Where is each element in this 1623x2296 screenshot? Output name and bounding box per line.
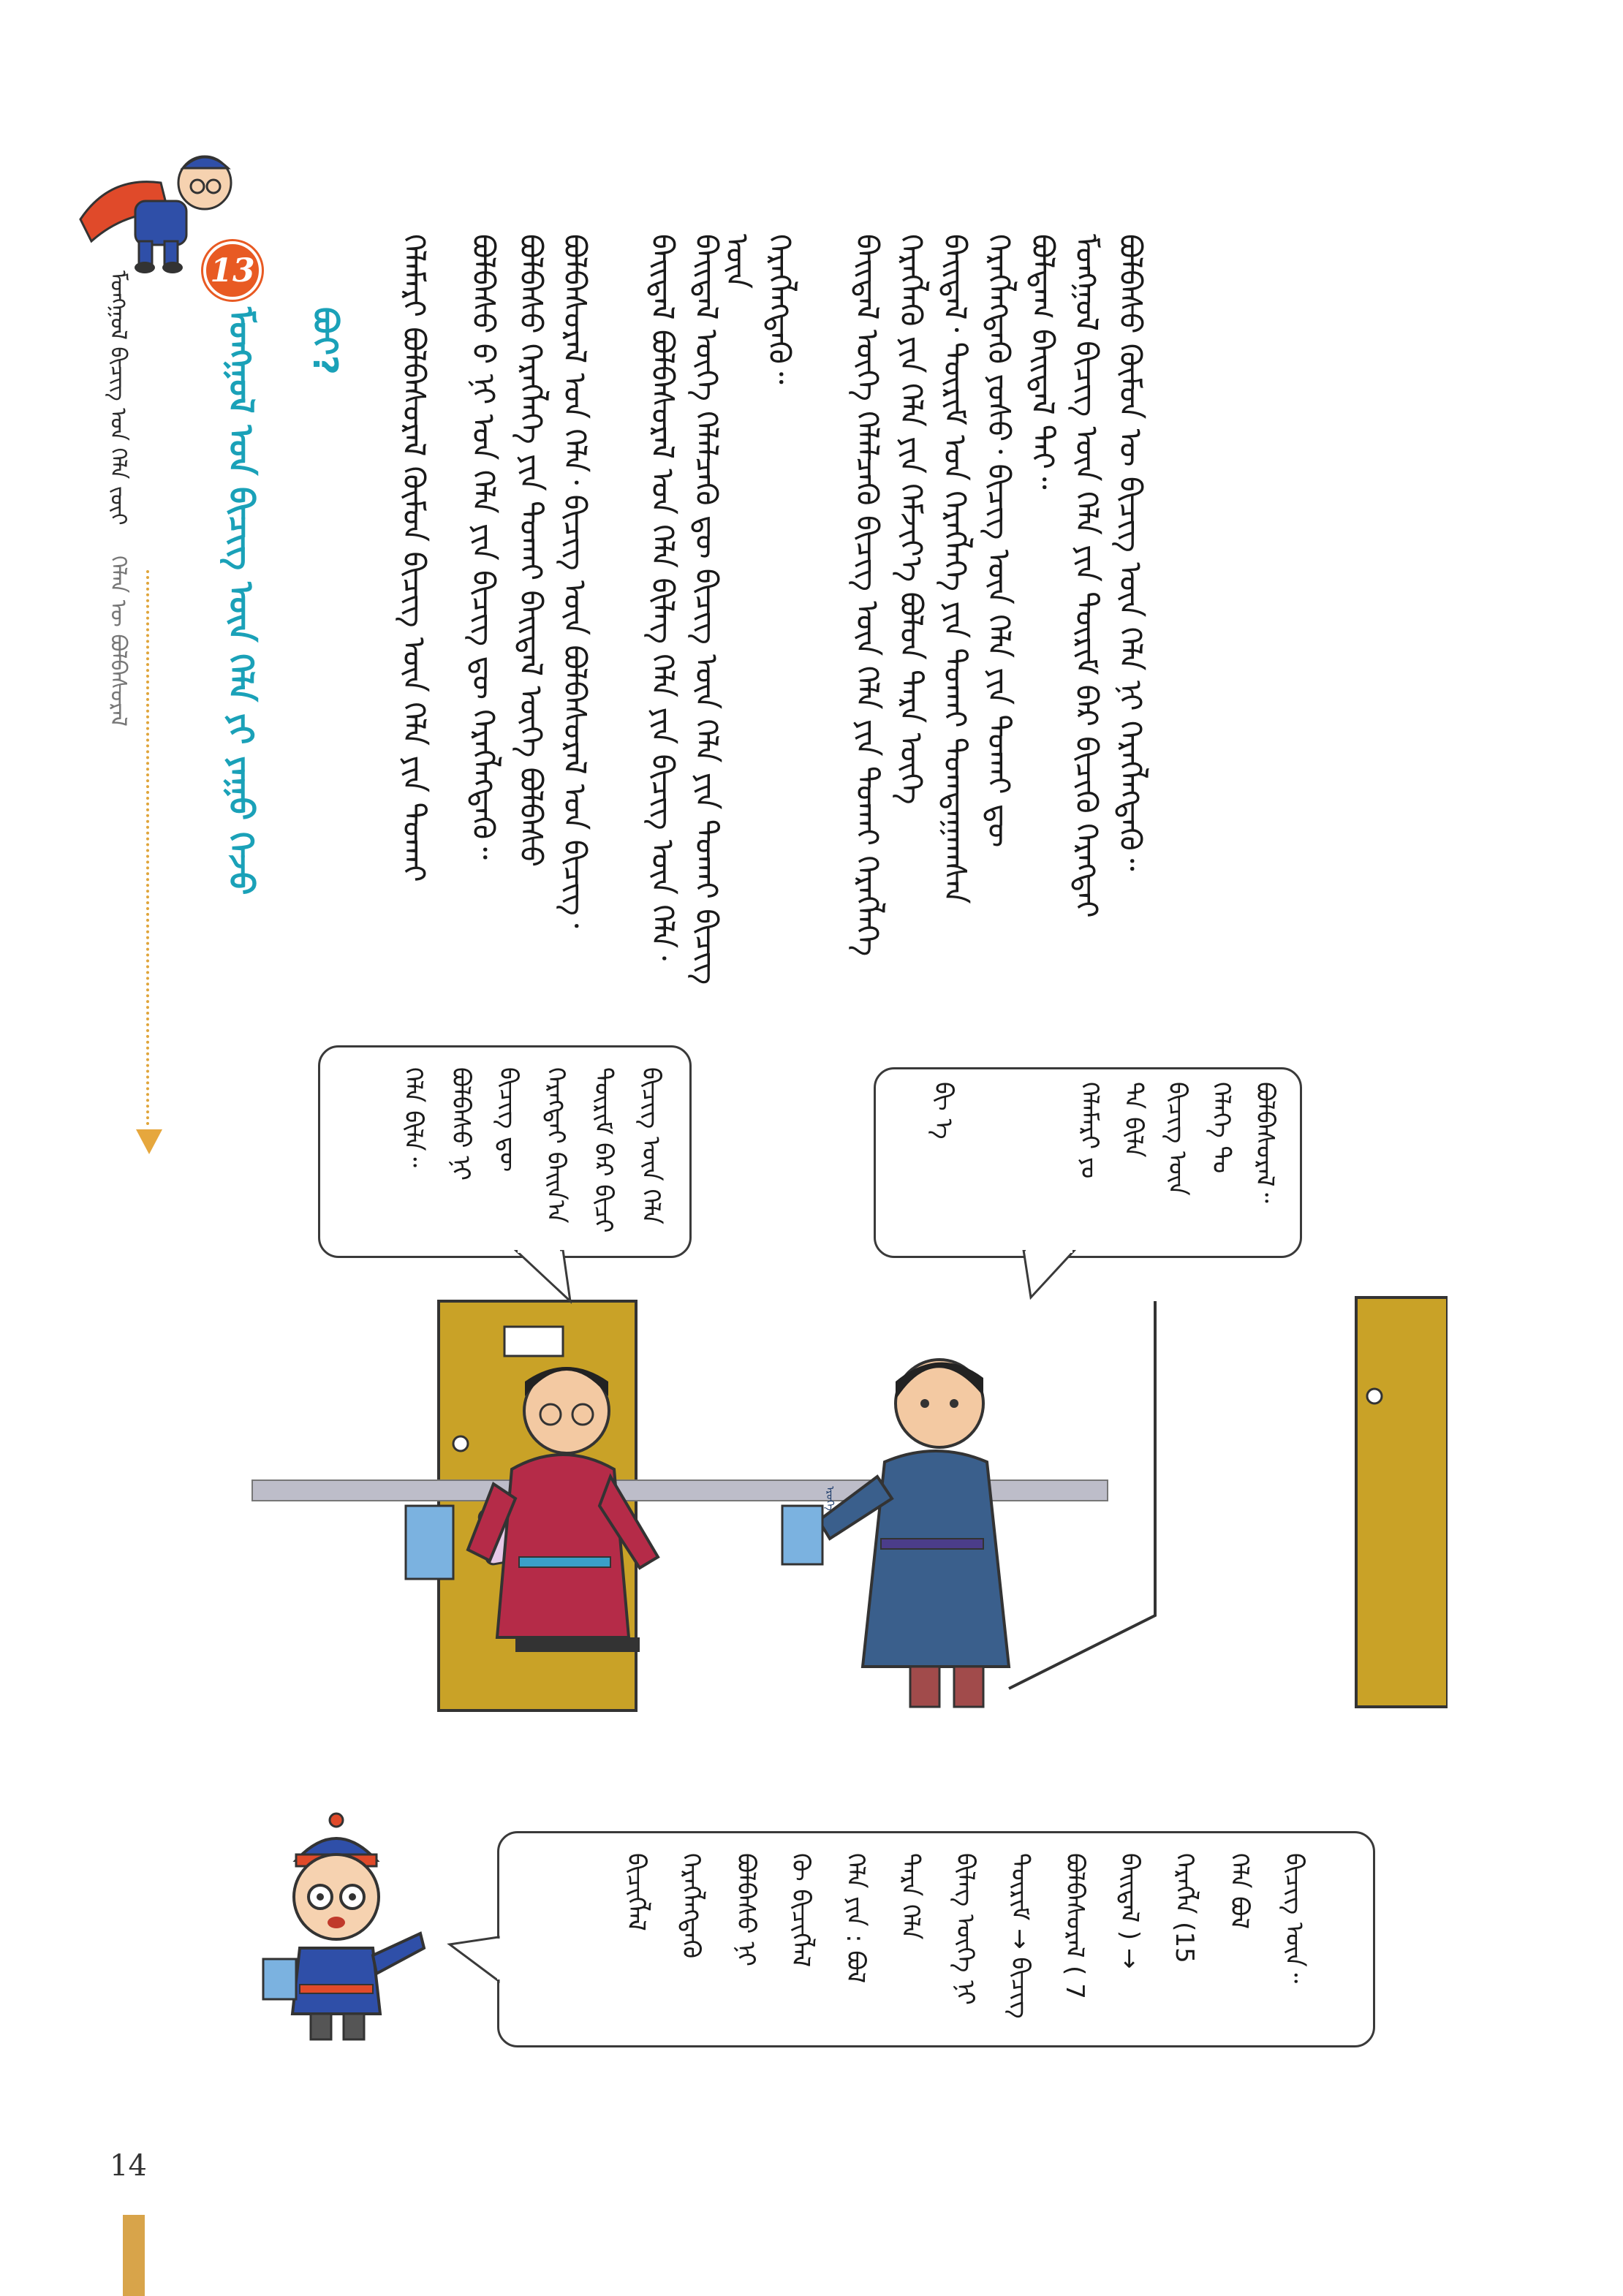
bubble-boy-line: ᠪᠣᠯᠪᠠᠰᠤᠷᠠᠯ ( 7 xyxy=(1060,1853,1089,1999)
bubble-boy-line: ᠬᠡᠯᠡ ᠪᠣᠯ xyxy=(1225,1853,1254,1930)
footer-bar xyxy=(123,2215,145,2296)
page-number: 14 xyxy=(110,2149,147,2183)
bubble-man-left-line: ᠳᠦᠷᠢᠮ ᠪᠡᠷ ᠪᠢᠴᠢ xyxy=(589,1067,618,1233)
bubble-man-left-line: ᠬᠡᠯᠡ ᠪᠢᠯᠡ᠃ xyxy=(398,1067,428,1167)
bubble-boy-line: ᠬᠡᠷᠡᠭᠯᠡᠭᠳᠡᠬᠦ xyxy=(676,1853,705,1959)
bubble-boy-line: ᠪᠢᠴᠢᠭ ᠦᠨ᠃ xyxy=(1279,1853,1309,1984)
bubble-man-right-line: ᠪᠢ ᠡ xyxy=(928,1082,958,1140)
paragraph-line: ᠪᠣᠯᠪᠠᠰᠤ ᠬᠡᠷᠡᠭᠯᠡᠭᠡ ᠶᠢᠨ ᠲᠤᠬᠠᠢ ᠪᠠᠢᠳᠠᠯ ᠦᠭᠡ ᠪᠣᠯᠪᠠᠰᠤ xyxy=(513,234,549,868)
bubble-man-left-line: ᠪᠢᠴᠢᠭ ᠳᠦ xyxy=(493,1067,523,1172)
paragraph-line: ᠬᠡᠷᠡᠭᠯᠡᠭᠳᠡᠭᠦ᠃ xyxy=(762,234,798,384)
paragraph-line: ᠬᠡᠷᠡᠭᠯᠡᠭᠳᠡᠬᠦ ᠶᠣᠰᠤ᠂ ᠪᠢᠴᠢᠭ ᠦᠨ ᠬᠡᠯᠡ ᠶᠢᠨ ᠲᠤᠬᠠᠢ ᠳᠦ xyxy=(981,234,1017,848)
bubble-boy-line: ᠪᠣᠯᠪᠠᠰᠤ ᠨᠢ xyxy=(731,1853,760,1967)
bubble-man-right-line: ᠲᠠ ᠪᠢᠯᠡ xyxy=(1119,1082,1148,1158)
series-subtitle: ᠬᠡᠯᠡᠨ ᠦ ᠪᠣᠯᠪᠠᠰᠤᠷᠠᠯ xyxy=(105,556,131,727)
lesson-title: ᠮᠣᠩᠭᠣᠯ ᠤᠨ ᠪᠢᠴᠢᠭ᠌ ᠦᠨ ᠬᠡᠯᠡ ᠶᠢ ᠶᠠᠭᠤ ᠭᠡᠵᠦ xyxy=(222,307,261,895)
lesson-number-badge: 13 xyxy=(203,241,262,300)
boy-mascot xyxy=(241,1802,431,2050)
bubble-boy-line: ᠪᠢᠯᠡᠭ ᠦᠭᠡ ᠨᠢ xyxy=(950,1853,980,2005)
lesson-title-question: ᠪᠣᠢ? xyxy=(306,307,345,375)
paragraph-line: ᠪᠠᠢᠳᠠᠯ᠂ ᠳᠦᠷᠢᠮ ᠤᠨ ᠬᠡᠷᠡᠭᠯᠡᠭᠡ ᠶᠢᠨ ᠲᠤᠬᠠᠢ ᠲᠣᠭᠲᠠᠭᠠᠭᠰᠠᠨ xyxy=(937,234,973,904)
bubble-man-left-line: ᠪᠢᠴᠢᠭ ᠦᠨ ᠬᠡᠯᠡ xyxy=(636,1067,665,1225)
bubble-boy-line: ᠬᠡᠷᠡᠭᠯᠡ (15 xyxy=(1170,1853,1199,1963)
bubble-man-right-line: ᠬᠡᠯᠡᠭᠡ ᠲᠤ xyxy=(1206,1082,1236,1174)
paragraph-line: ᠮᠣᠩᠭᠣᠯ ᠪᠢᠴᠢᠭ᠌ ᠦᠨ ᠬᠡᠯᠡ ᠶᠢᠨ ᠳᠦᠷᠢᠮ ᠪᠡᠷ ᠪᠢᠴᠢᠬᠦ ᠬᠡᠷᠡᠭᠲᠡᠢ xyxy=(1069,234,1105,918)
bubble-man-right-line: ᠬᠡᠯᠡᠮᠡᠷᠢ ᠶᠤ xyxy=(1075,1082,1104,1179)
paragraph-line: ᠪᠠᠢᠳᠠᠯ ᠪᠣᠯᠪᠠᠰᠤᠷᠠᠯ ᠤᠨ ᠬᠡᠯᠡ ᠪᠢᠯᠡᠭ ᠬᠡᠯᠡ ᠶᠢᠨ ᠪᠢᠴᠢᠭ ᠦᠨ ᠬᠡᠯᠡ᠂ xyxy=(645,234,681,961)
bubble-boy-line: ᠲᠡᠷᠡ ᠬᠡᠯᠡ xyxy=(896,1853,925,1940)
bubble-man-left-line: ᠬᠡᠷᠡᠭᠲᠡᠢ ᠪᠠᠢᠨ᠎ᠠ xyxy=(541,1067,570,1224)
bubble-boy-line: ᠬᠡᠯᠡ ᠶᠢᠨ : ᠪᠣᠯ xyxy=(841,1853,870,1984)
paragraph-line: ᠪᠠᠢᠳᠠᠯ ᠦᠭᠡ ᠬᠡᠯᠡᠯᠴᠡᠬᠦ ᠳᠦ ᠪᠢᠴᠢᠭ ᠦᠨ ᠬᠡᠯᠡ ᠶᠢᠨ ᠲᠤᠬᠠᠢ ᠪᠢᠴᠢᠭ ᠦᠨ xyxy=(689,234,755,985)
paragraph-line: ᠪᠣᠯᠳᠠᠭ ᠪᠠᠢᠳᠠᠯ ᠲᠠᠢ᠃ xyxy=(1025,234,1061,490)
bubble-boy-line: ᠳᠦᠷᠢᠮ → ᠪᠢᠴᠢᠭ xyxy=(1005,1853,1034,2019)
paragraph-line: ᠪᠣᠯᠪᠠᠰᠤ ᠪ ᠨᠢ ᠤᠨ ᠬᠡᠯᠡ ᠶᠢᠨ ᠪᠢᠴᠢᠭ ᠳᠦ ᠬᠡᠷᠡᠭᠯᠡᠭᠳᠡᠭᠦ᠃ xyxy=(466,234,502,860)
paragraph-line: ᠪᠠᠢᠳᠠᠯ ᠦᠭᠡ ᠬᠡᠯᠡᠯᠴᠡᠬᠦ ᠪᠢᠴᠢᠭ ᠦᠨ ᠬᠡᠯᠡ ᠶᠢᠨ ᠲᠤᠬᠠᠢ ᠬᠡᠷᠡᠭᠯᠡᠭᠡ xyxy=(850,234,885,957)
bubble-man-left-line: ᠪᠣᠯᠪᠠᠰᠤ ᠨᠢ xyxy=(446,1067,475,1181)
series-title: ᠮᠣᠩᠭᠣᠯ ᠪᠢᠴᠢᠭ᠌ ᠤᠨ ᠬᠡᠯᠡ ᠵᠦᠢ xyxy=(105,270,131,526)
header-arrow-icon xyxy=(136,1129,162,1154)
bubble-boy-line: ᠪᠠᠢᠳᠠᠯ ) → xyxy=(1115,1853,1144,1969)
bubble-boy-line: ᠪᠢᠴᠢᠭᠯᠡᠯ xyxy=(621,1853,651,1931)
bubble-boy-line: ᠬᠦ ᠪᠢᠴᠢᠭᠯᠡᠯ xyxy=(786,1853,815,1968)
bubble-tail xyxy=(1020,1250,1086,1301)
bubble-man-right-line: ᠪᠢᠴᠢᠭ ᠦᠨ xyxy=(1162,1082,1192,1196)
paper-sign xyxy=(804,1462,855,1535)
bubble-tail xyxy=(446,1930,504,1988)
bubble-tail xyxy=(512,1250,578,1305)
paper-sign-text: ᠡᠷᠦᠬᠡ xyxy=(824,1486,836,1511)
bubble-man-right-line: ᠪᠣᠯᠪᠠᠰᠤᠷᠠᠯ᠃ xyxy=(1250,1082,1279,1203)
paragraph-line: ᠬᠡᠯᠡᠮᠡᠷᠢ ᠪᠣᠯᠪᠠᠰᠤᠷᠠᠯ ᠬᠦᠮᠦᠨ ᠪᠢᠴᠢᠭ ᠦᠨ ᠬᠡᠯᠡ ᠶᠢᠨ ᠲᠤᠬᠠᠢ xyxy=(396,234,432,882)
header-divider xyxy=(146,570,149,1126)
paragraph-line: ᠬᠡᠷᠡᠭᠯᠡᠬᠦ ᠶᠢᠨ ᠬᠡᠯᠡ ᠶᠢᠨ ᠬᠡᠮᠵᠢᠶ᠎ᠡ ᠪᠣᠯᠤᠨ ᠲᠡᠷᠡ ᠦᠭᠡ xyxy=(893,234,929,805)
paragraph-line: ᠪᠣᠯᠪᠠᠰᠤᠷᠠᠯ ᠤᠨ ᠬᠡᠯᠡ᠂ ᠪᠢᠴᠢᠭ ᠦᠨ ᠪᠣᠯᠪᠠᠰᠤᠷᠠᠯ ᠤᠨ ᠪᠢᠴᠢᠭ᠂ xyxy=(557,234,593,928)
paragraph-line: ᠪᠣᠯᠪᠠᠰᠤ ᠬᠦᠮᠦᠨ ᠦ ᠪᠢᠴᠢᠭ᠌ ᠦᠨ ᠬᠡᠯᠡ ᠨᠢ ᠬᠡᠷᠡᠭᠯᠡᠭᠳᠡᠭᠦ᠃ xyxy=(1113,234,1149,871)
